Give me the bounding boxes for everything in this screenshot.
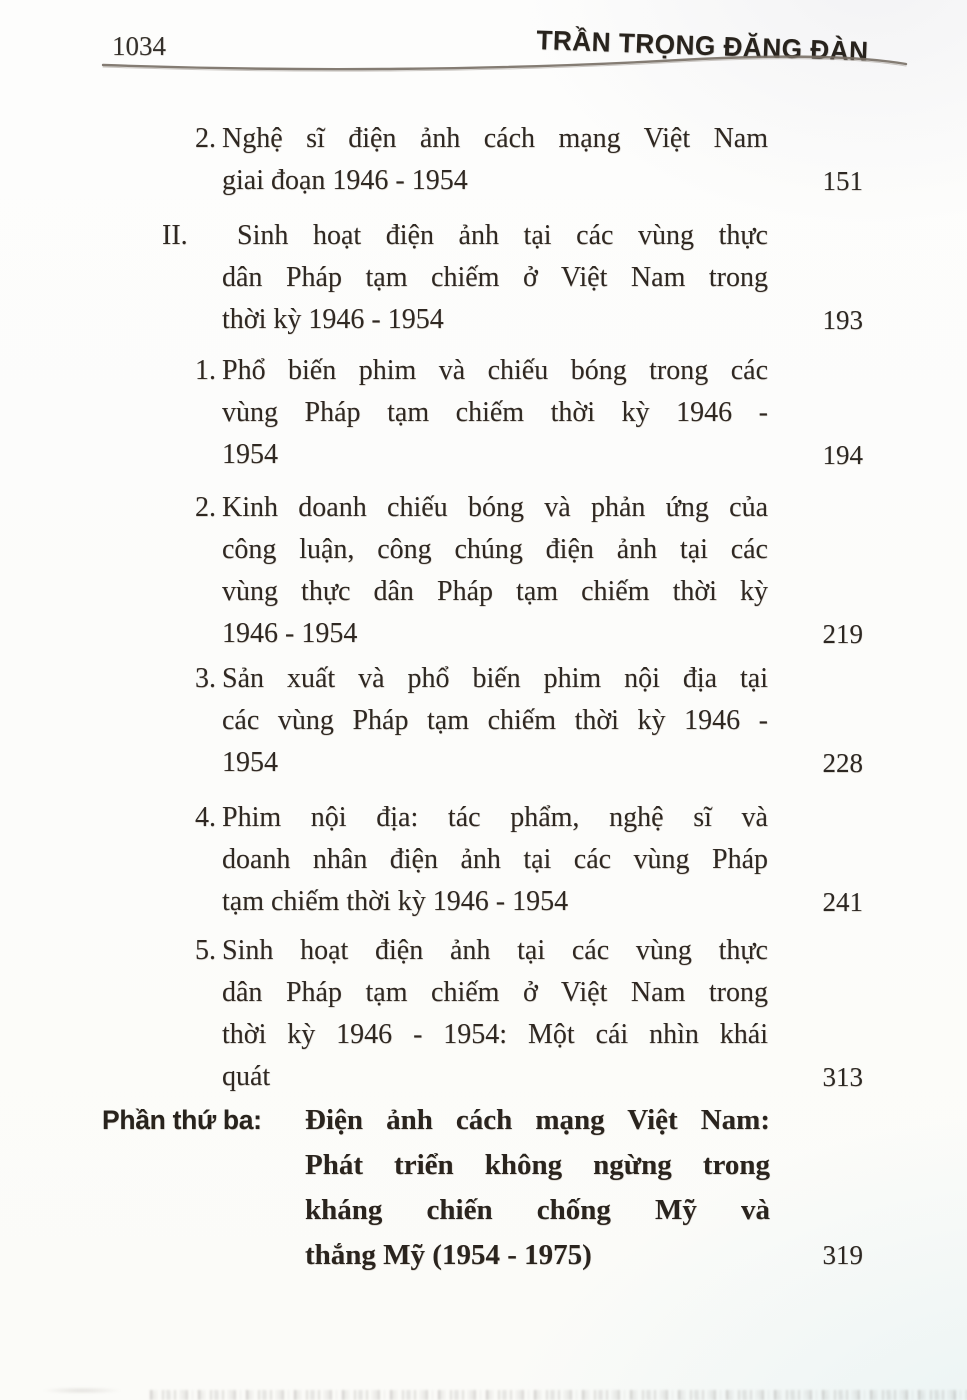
entry-line: Sinh hoạt điện ảnh tại các vùng thực (222, 935, 768, 966)
entry-line: tạm chiếm thời kỳ 1946 - 1954 (222, 886, 569, 917)
section-page-number: 319 (822, 1240, 863, 1270)
entry-page-number: 193 (822, 305, 863, 335)
entry-line: thời kỳ 1946 - 1954 (222, 304, 444, 335)
entry-line: vùng Pháp tạm chiếm thời kỳ 1946 - (222, 397, 768, 428)
entry-line: Kinh doanh chiếu bóng và phản ứng của (222, 492, 768, 523)
entry-page-number: 219 (822, 619, 863, 649)
section-line: Điện ảnh cách mạng Việt Nam: (305, 1104, 770, 1136)
entry-line: 1954 (222, 439, 278, 470)
entry-line: các vùng Pháp tạm chiếm thời kỳ 1946 - (222, 705, 768, 736)
entry-number: 1. (195, 355, 216, 386)
entry-line: thời kỳ 1946 - 1954: Một cái nhìn khái (222, 1019, 768, 1050)
entry-lines (222, 797, 768, 923)
entry-lines (222, 118, 768, 202)
entry-page-number: 228 (822, 748, 863, 778)
scan-smudge (42, 1387, 122, 1394)
entry-page-number: 313 (822, 1062, 863, 1092)
folio-number: 1034 (112, 31, 166, 61)
entry-line: doanh nhân điện ảnh tại các vùng Pháp (222, 844, 768, 875)
scan-noise-band (150, 1390, 967, 1400)
running-title: TRẦN TRỌNG ĐĂNG ĐÀN (535, 25, 870, 67)
section-label: Phần thứ ba: (102, 1105, 262, 1135)
toc-entry (0, 487, 967, 655)
entry-page-number: 151 (822, 166, 863, 196)
toc-entry (0, 658, 967, 784)
section-line: kháng chiến chống Mỹ và (305, 1194, 770, 1226)
section-line: thắng Mỹ (1954 - 1975) (305, 1239, 592, 1271)
entry-number: 2. (195, 123, 216, 154)
entry-line: dân Pháp tạm chiếm ở Việt Nam trong (222, 262, 768, 293)
entry-line: vùng thực dân Pháp tạm chiếm thời kỳ (222, 576, 768, 607)
entry-number: 5. (195, 935, 216, 966)
entry-number: 2. (195, 492, 216, 523)
entry-line: Phổ biến phim và chiếu bóng trong các (222, 355, 768, 386)
entry-line: giai đoạn 1946 - 1954 (222, 165, 468, 196)
section-lines (305, 1098, 770, 1278)
toc-entry (0, 350, 967, 476)
toc-entry (0, 930, 967, 1098)
toc-section-part-three (0, 1098, 967, 1278)
entry-line: Sinh hoạt điện ảnh tại các vùng thực (237, 220, 768, 251)
entry-number: 4. (195, 802, 216, 833)
entry-page-number: 194 (822, 440, 863, 470)
entry-line: công luận, công chúng điện ảnh tại các (222, 534, 768, 565)
entry-lines (222, 658, 768, 784)
entry-line: quát (222, 1061, 271, 1092)
entry-line: dân Pháp tạm chiếm ở Việt Nam trong (222, 977, 768, 1008)
entry-number: 3. (195, 663, 216, 694)
toc-entry (0, 118, 967, 202)
entry-lines (222, 930, 768, 1098)
entry-line: Sản xuất và phổ biến phim nội địa tại (222, 663, 768, 694)
entry-line: 1954 (222, 747, 278, 778)
section-line: Phát triển không ngừng trong (305, 1149, 770, 1181)
entry-lines (222, 215, 768, 341)
entry-lines (222, 487, 768, 655)
entry-line: Phim nội địa: tác phẩm, nghệ sĩ và (222, 802, 768, 833)
entry-number: II. (162, 220, 188, 251)
toc-entry (0, 215, 967, 341)
entry-line: 1946 - 1954 (222, 618, 358, 649)
entry-page-number: 241 (822, 887, 863, 917)
entry-lines (222, 350, 768, 476)
toc-entry (0, 797, 967, 923)
entry-line: Nghệ sĩ điện ảnh cách mạng Việt Nam (222, 123, 768, 154)
